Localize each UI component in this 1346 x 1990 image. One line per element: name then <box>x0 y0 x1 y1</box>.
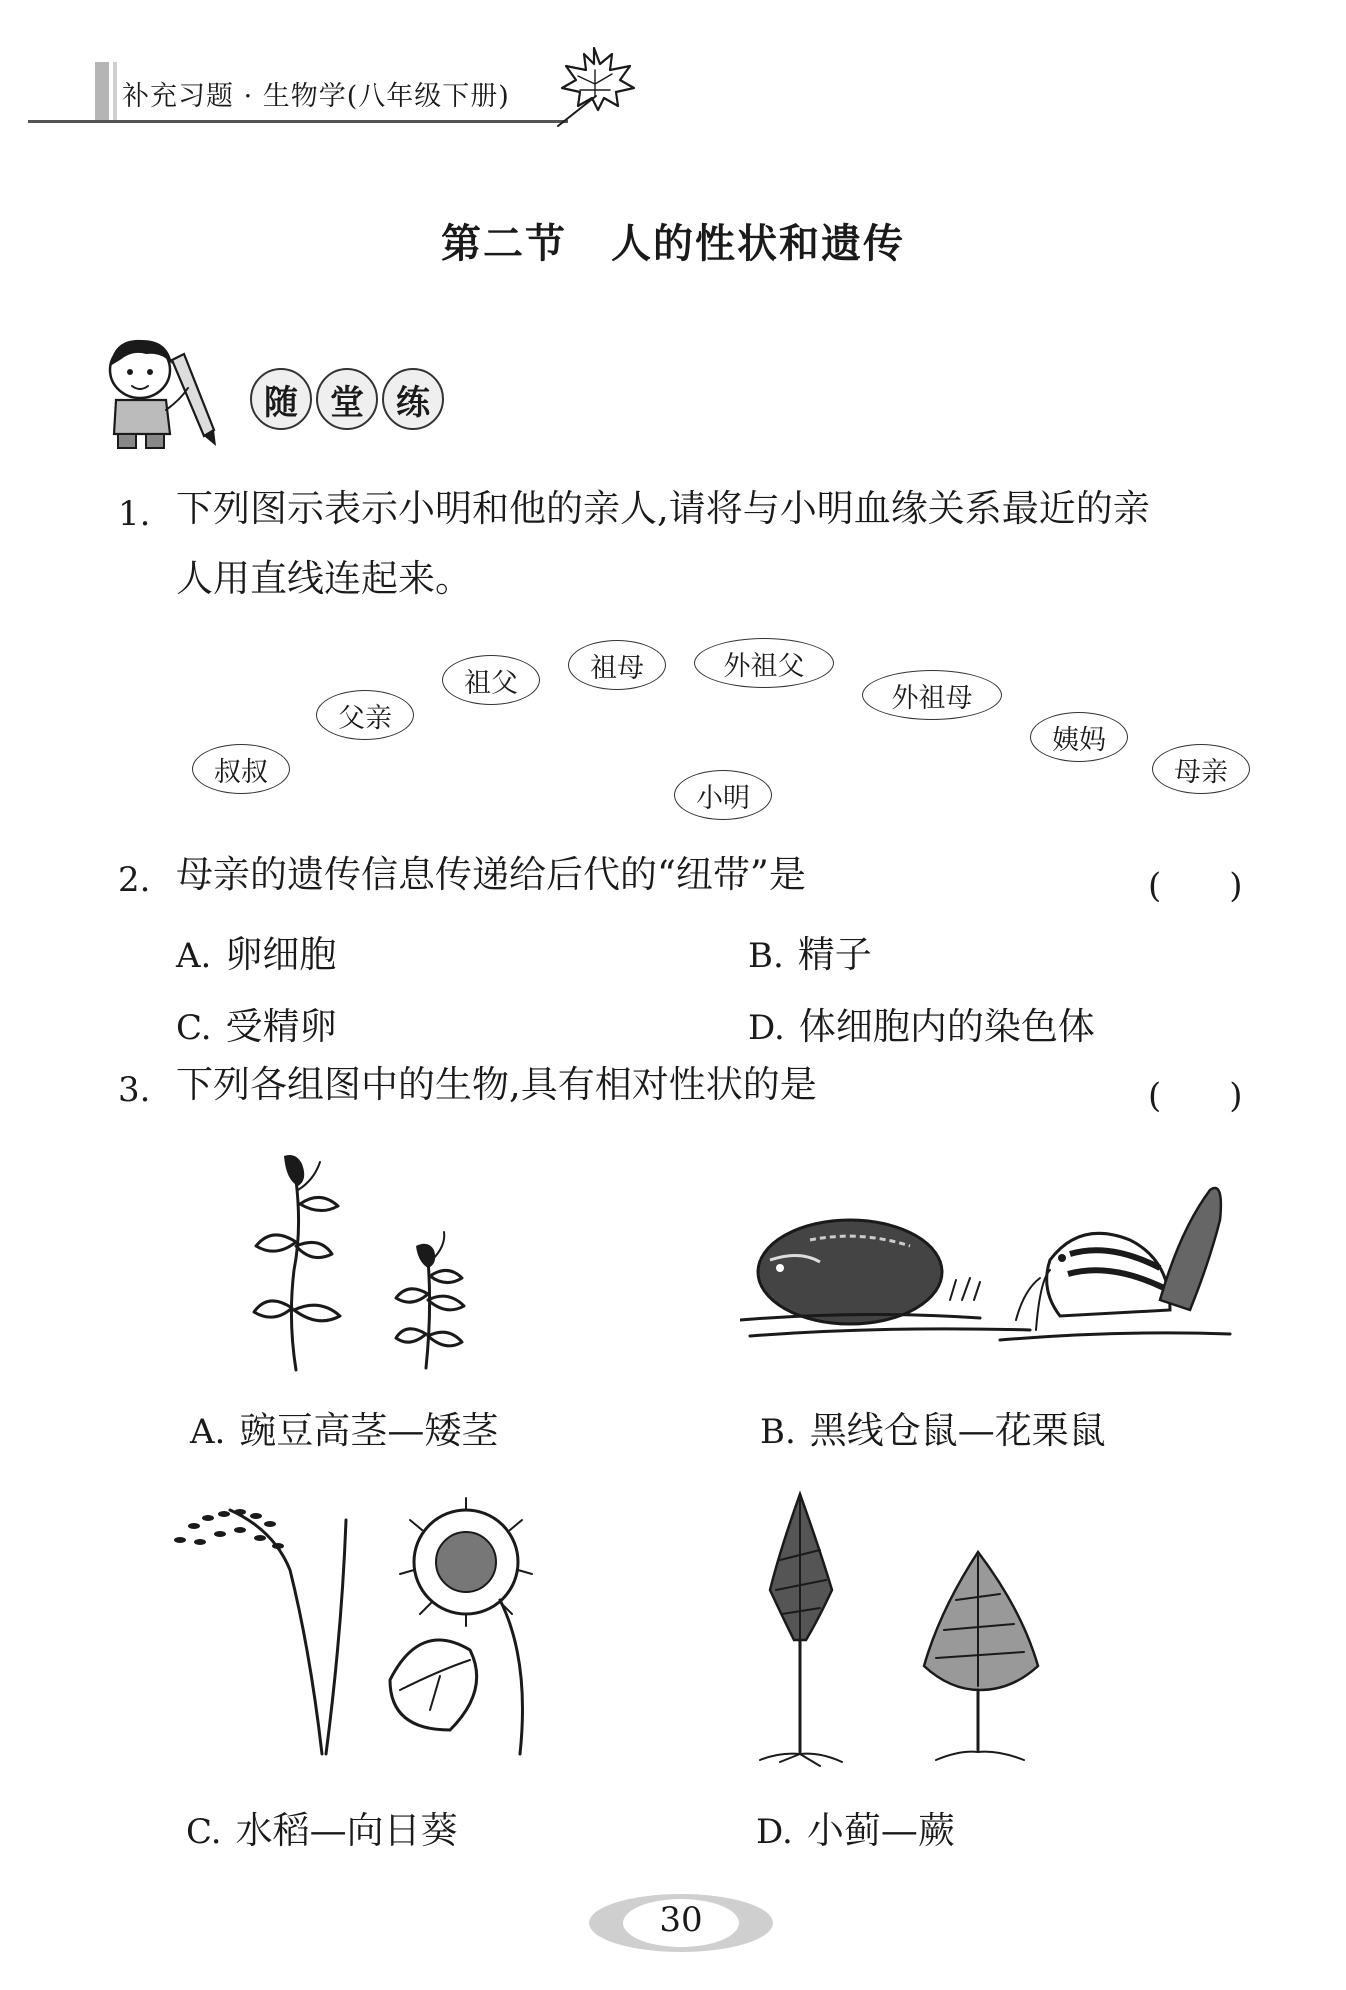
book-title: 补充习题 · 生物学(八年级下册) <box>122 81 510 112</box>
section-label-char: 随 <box>250 368 312 430</box>
q1-text-line1: 下列图示表示小明和他的亲人,请将与小明血缘关系最近的亲 <box>176 487 1150 530</box>
q2-option-b[interactable]: B. 精子 <box>748 933 872 976</box>
thistle-fern-illustration <box>740 1490 1060 1780</box>
section-title <box>0 212 1346 269</box>
section-label <box>250 368 444 430</box>
pea-plants-illustration <box>250 1150 510 1380</box>
q2-option-c[interactable]: C. 受精卵 <box>176 1005 337 1048</box>
kid-with-pencil-illustration <box>96 330 224 454</box>
rodents-illustration <box>740 1150 1240 1380</box>
q2-option-d[interactable]: D. 体细胞内的染色体 <box>748 1005 1095 1048</box>
q3-option-a[interactable]: A. 豌豆高茎—矮茎 <box>190 1409 499 1452</box>
relative-maternal-grandmother[interactable]: 外祖母 <box>862 670 1002 720</box>
q1-number: 1. <box>118 494 151 534</box>
rice-sunflower-illustration <box>170 1490 560 1760</box>
q3-text: 下列各组图中的生物,具有相对性状的是 <box>176 1063 817 1106</box>
relative-mother[interactable]: 母亲 <box>1152 744 1250 794</box>
relative-aunt[interactable]: 姨妈 <box>1030 712 1128 762</box>
section-name: 人的性状和遗传 <box>611 221 905 267</box>
maple-leaf-icon <box>548 40 640 130</box>
page-number: 30 <box>659 1900 703 1940</box>
q1-text-line2: 人用直线连起来。 <box>176 557 472 600</box>
relative-xiaoming[interactable]: 小明 <box>674 770 772 820</box>
q2-text: 母亲的遗传信息传递给后代的“纽带”是 <box>176 853 806 896</box>
relative-uncle[interactable]: 叔叔 <box>192 744 290 794</box>
section-number: 第二节 <box>441 221 567 267</box>
header-rule <box>28 120 568 123</box>
q2-answer-blank[interactable]: ( ) <box>1148 866 1243 906</box>
q2-number: 2. <box>118 860 151 900</box>
header-bar <box>95 62 109 120</box>
relative-father[interactable]: 父亲 <box>316 690 414 740</box>
q2-option-a[interactable]: A. 卵细胞 <box>176 933 337 976</box>
q3-answer-blank[interactable]: ( ) <box>1148 1076 1243 1116</box>
section-label-char: 堂 <box>316 368 378 430</box>
q3-option-d[interactable]: D. 小蓟—蕨 <box>756 1809 955 1852</box>
q3-number: 3. <box>118 1070 151 1110</box>
header-bar-accent <box>113 62 117 120</box>
q3-option-b[interactable]: B. 黑线仓鼠—花栗鼠 <box>760 1409 1106 1452</box>
q3-option-c[interactable]: C. 水稻—向日葵 <box>186 1809 458 1852</box>
relative-maternal-grandfather[interactable]: 外祖父 <box>694 638 834 688</box>
relative-grandmother[interactable]: 祖母 <box>568 640 666 690</box>
relative-grandfather[interactable]: 祖父 <box>442 655 540 705</box>
section-label-char: 练 <box>382 368 444 430</box>
